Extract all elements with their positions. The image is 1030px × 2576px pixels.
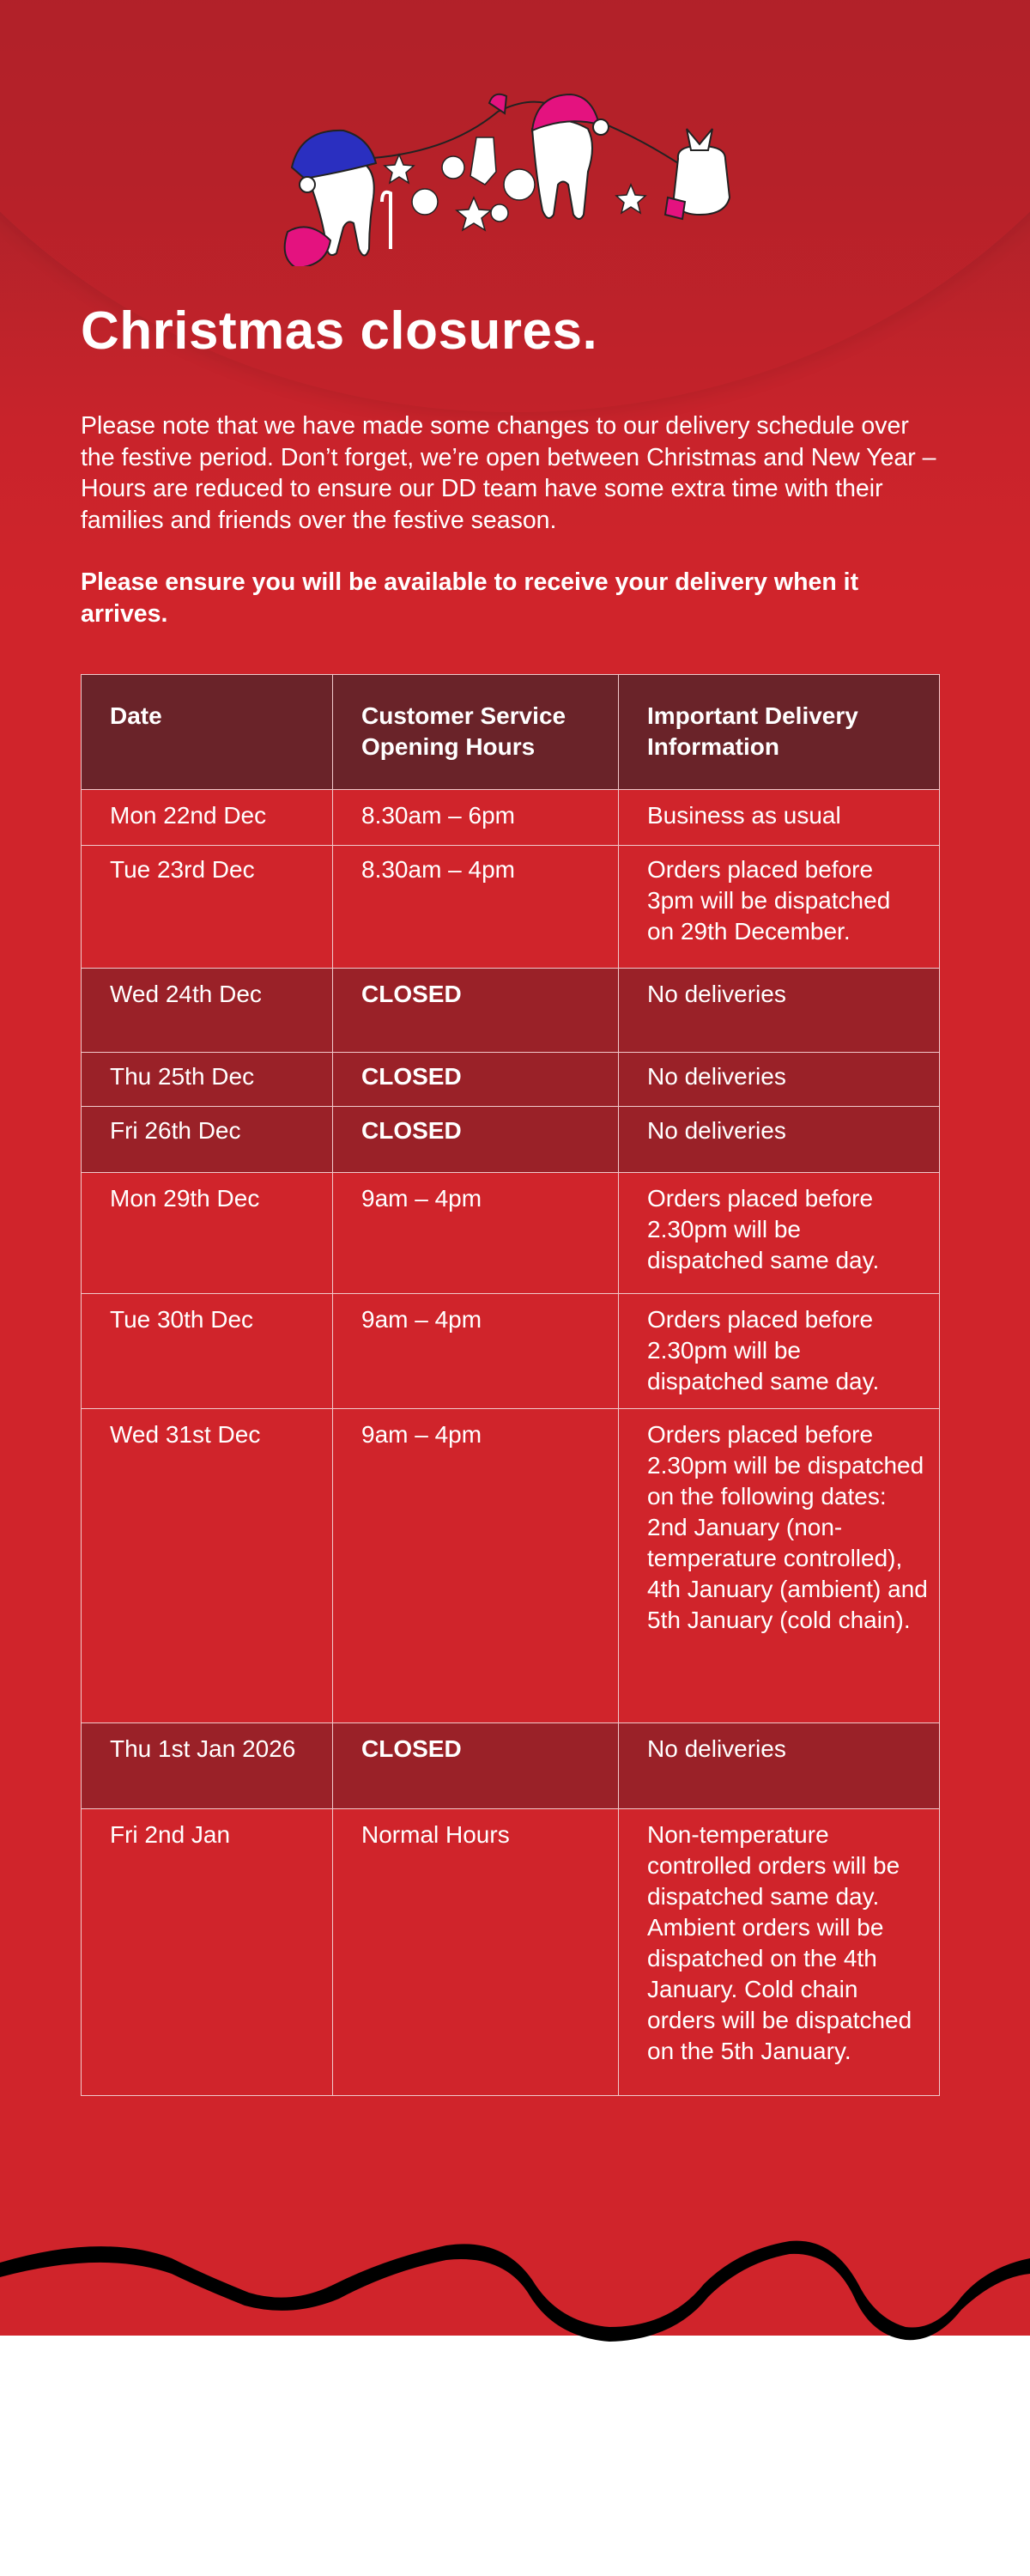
delivery-note: Please ensure you will be available to receive your delivery when it arrives.	[81, 568, 859, 628]
info-cell: Orders placed before 2.30pm will be dispatched same day.	[619, 1294, 940, 1409]
info-cell: No deliveries	[619, 1107, 940, 1173]
info-cell: No deliveries	[619, 1053, 940, 1107]
table-row	[82, 790, 940, 846]
hours-cell: 8.30am – 6pm	[333, 790, 619, 846]
date-cell: Thu 1st Jan 2026	[82, 1723, 333, 1809]
tooth-right-icon	[489, 94, 609, 219]
date-cell: Wed 31st Dec	[82, 1409, 333, 1723]
info-cell: Orders placed before 2.30pm will be dispatched same day.	[619, 1173, 940, 1294]
intro-paragraph: Please note that we have made some changes to our delivery schedule over the festive period. Don’t forget, we’re open between Christmas and New Year – Hours are reduced to ensure our DD team have some extra time with their families and friends over the festive season.	[81, 412, 936, 534]
table-row	[82, 1409, 940, 1723]
tooth-left-icon	[285, 131, 376, 266]
table-row	[82, 969, 940, 1053]
table-row	[82, 1723, 940, 1809]
table-row	[82, 846, 940, 969]
hours-cell: 9am – 4pm	[333, 1173, 619, 1294]
hours-cell: CLOSED	[333, 1107, 619, 1173]
header-date: Date	[82, 675, 333, 790]
hours-cell: CLOSED	[333, 1723, 619, 1809]
date-cell: Fri 26th Dec	[82, 1107, 333, 1173]
ornaments-icon	[382, 137, 645, 249]
header-info: Important Delivery Information	[619, 675, 940, 790]
date-cell: Tue 23rd Dec	[82, 846, 333, 969]
hours-cell: CLOSED	[333, 1053, 619, 1107]
hours-cell: CLOSED	[333, 969, 619, 1053]
date-cell: Wed 24th Dec	[82, 969, 333, 1053]
date-cell: Thu 25th Dec	[82, 1053, 333, 1107]
wave-divider	[0, 2181, 1030, 2353]
date-cell: Mon 22nd Dec	[82, 790, 333, 846]
info-cell: Non-temperature controlled orders will be dispatched same day. Ambient orders will be dispatched on the 4th January. Cold chain orders will be dispatched on the 5th January.	[619, 1809, 940, 2096]
date-cell: Fri 2nd Jan	[82, 1809, 333, 2096]
info-cell: No deliveries	[619, 969, 940, 1053]
hours-cell: 8.30am – 4pm	[333, 846, 619, 969]
table-header-row	[82, 675, 940, 790]
info-cell: Orders placed before 3pm will be dispatched on 29th December.	[619, 846, 940, 969]
table-row	[82, 1294, 940, 1409]
table-row	[82, 1107, 940, 1173]
info-cell: No deliveries	[619, 1723, 940, 1809]
info-cell: Orders placed before 2.30pm will be dispatched on the following dates: 2nd January (non-temperature controlled), 4th January (ambient) and 5th January (cold chain).	[619, 1409, 940, 1723]
date-cell: Tue 30th Dec	[82, 1294, 333, 1409]
info-cell: Business as usual	[619, 790, 940, 846]
page-title: Christmas closures.	[81, 301, 598, 361]
closures-table	[81, 674, 940, 2096]
header-hours: Customer Service Opening Hours	[333, 675, 619, 790]
table-row	[82, 1173, 940, 1294]
hours-cell: 9am – 4pm	[333, 1409, 619, 1723]
gift-jar-icon	[665, 129, 730, 219]
christmas-teeth-illustration	[275, 77, 764, 266]
hours-cell: 9am – 4pm	[333, 1294, 619, 1409]
date-cell: Mon 29th Dec	[82, 1173, 333, 1294]
table-row	[82, 1809, 940, 2096]
table-row	[82, 1053, 940, 1107]
hours-cell: Normal Hours	[333, 1809, 619, 2096]
